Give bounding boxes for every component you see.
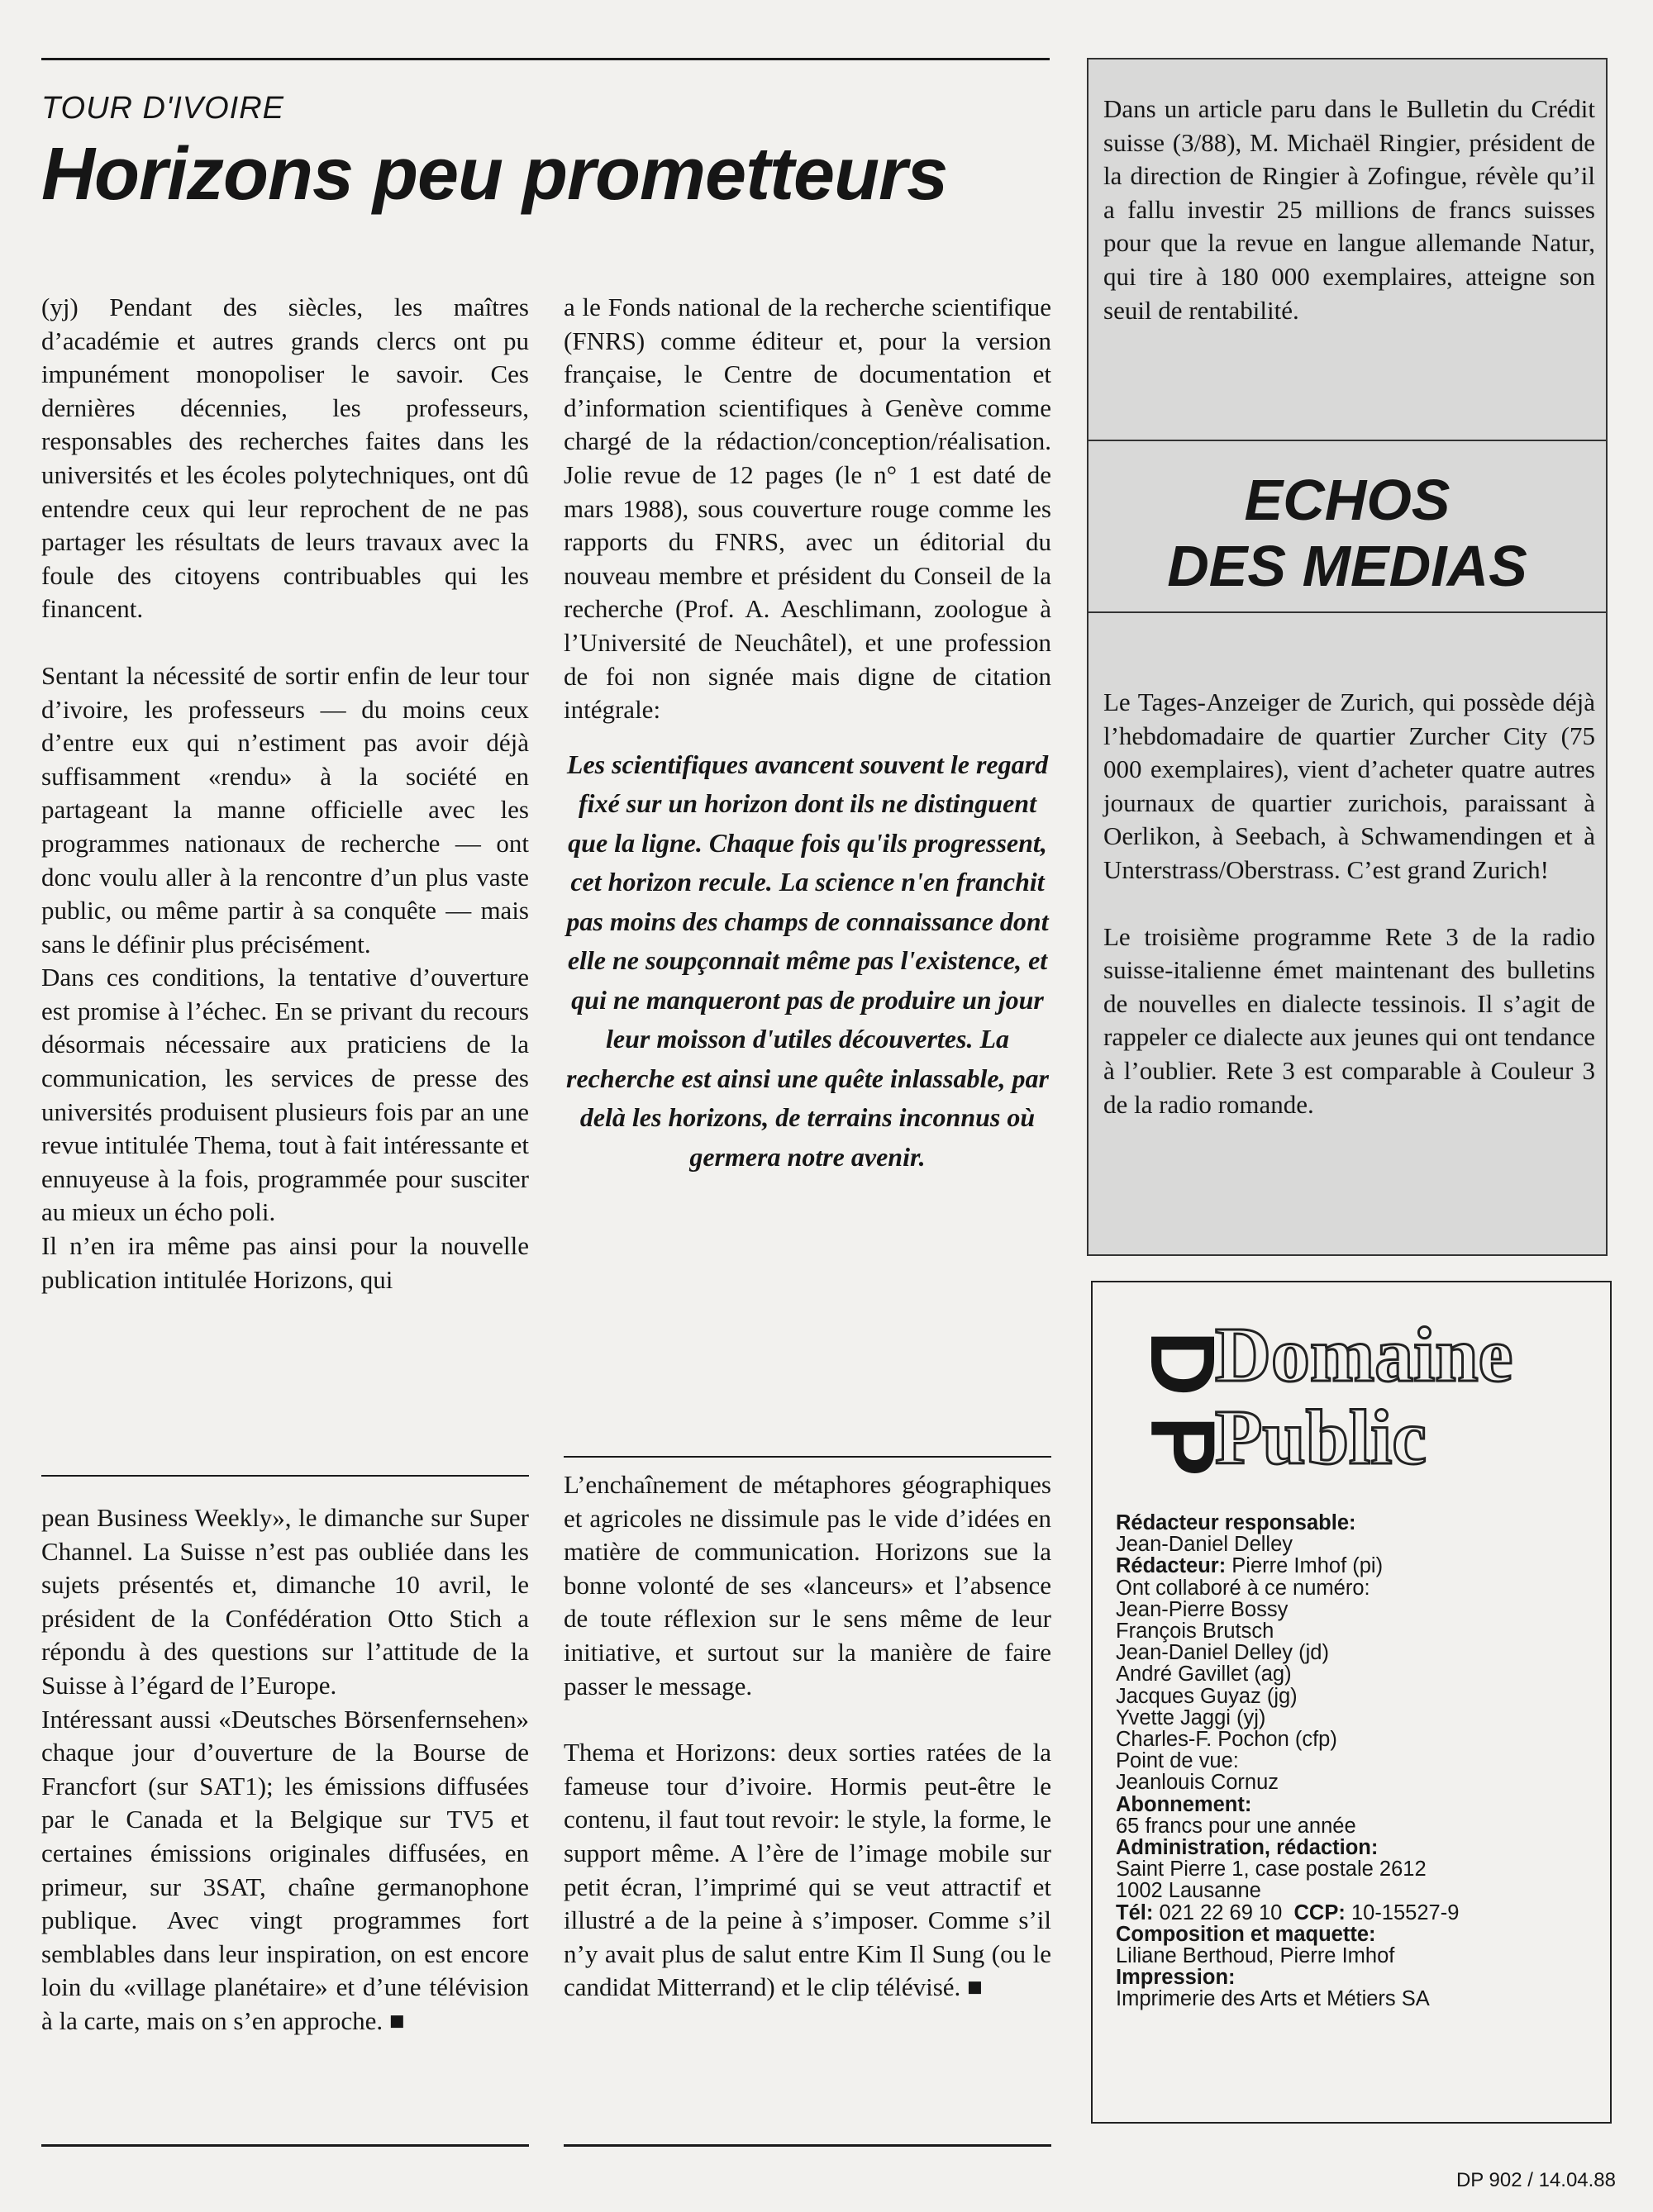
article-kicker: TOUR D'IVOIRE xyxy=(41,91,285,126)
impression: Imprimerie des Arts et Métiers SA xyxy=(1116,1987,1430,2011)
article-paragraph: pean Business Weekly», le dimanche sur Super Channel. La Suisse n’est pas oubliée dans les sujets présentés et, dimanche 10 avril, le président de la Confédération Otto Stich a répondu à des questions sur l’attitude de la Suisse à l’égard de l’Europe. xyxy=(41,1503,529,1700)
collaborateur: Jean-Pierre Bossy xyxy=(1116,1597,1289,1621)
composition: Liliane Berthoud, Pierre Imhof xyxy=(1116,1944,1395,1968)
dp-logo xyxy=(1131,1322,1233,1487)
article-title: Horizons peu prometteurs xyxy=(41,133,948,216)
issue-footer: DP 902 / 14.04.88 xyxy=(1455,2169,1616,2191)
redacteur-responsable: Jean-Daniel Delley xyxy=(1116,1533,1293,1557)
article-column-2 xyxy=(564,291,1051,1177)
collaborateur: François Brutsch xyxy=(1116,1620,1274,1644)
sidebar-separator xyxy=(1089,440,1606,441)
article-paragraph: a le Fonds national de la recherche scientifique (FNRS) comme éditeur et, pour la version française, le Centre de documentation et d’information scientifiques à Genève comme chargé de la rédaction/conception/réalisation. Jolie revue de 12 pages (le n° 1 est daté de mars 1988), sous couverture rouge comme les rapports du FNRS, avec un éditorial du nouveau membre et président du Conseil de la recherche (Prof. A. Aeschlimann, zoologue à l’Université de Neuchâtel), et une profession de foi non signée mais digne de citation intégrale: xyxy=(564,293,1051,725)
collaborateur: Jean-Daniel Delley (jd) xyxy=(1116,1641,1329,1665)
article-paragraph: Thema et Horizons: deux sorties ratées de la fameuse tour d’ivoire. Hormis peut-être le contenu, il faut tout revoir: le style, la forme, le support même. A l’ère de l’image mobile sur petit écran, l’imprimé qui se veut attractif et illustré a de la peine à s’imposer. Comme s’il n’y avait plus de salut entre Kim Il Sung (ou le candidat Mitterrand) et le clip télévisé. ■ xyxy=(564,1738,1051,2002)
sidebar-section-title xyxy=(1089,467,1606,599)
administration-label: Administration, rédaction: xyxy=(1116,1836,1379,1860)
sidebar-intro xyxy=(1103,93,1595,327)
redacteur: Pierre Imhof (pi) xyxy=(1231,1554,1384,1578)
brand-line-1: Domaine xyxy=(1215,1312,1513,1398)
tel: 021 22 69 10 xyxy=(1159,1900,1283,1924)
collaborateur: Charles-F. Pochon (cfp) xyxy=(1116,1728,1337,1752)
section-title-line-1: ECHOS xyxy=(1244,468,1451,532)
redacteur-label: Rédacteur: xyxy=(1116,1554,1227,1578)
article-paragraph: Sentant la nécessité de sortir enfin de leur tour d’ivoire, les professeurs — du moins ceux d’entre eux qui n’estiment pas avoir déjà suffisamment «rendu» à la société en partageant la manne officielle avec les programmes nationaux de recherche — ont donc voulu aller à la rencontre d’un plus vaste public, ou même partir à sa conquête — mais sans le définir plus précisément. xyxy=(41,660,529,959)
collaborateurs-label: Ont collaboré à ce numéro: xyxy=(1116,1576,1370,1600)
sidebar-separator xyxy=(1089,611,1606,613)
bottom-rule-left xyxy=(41,2144,529,2147)
sidebar-news xyxy=(1103,686,1595,1121)
article-paragraph: L’enchaînement de métaphores géographiques et agricoles ne dissimule pas le vide d’idées en matière de communication. Horizons sue la bonne volonté de ses «lanceurs» et l’absence de toute réflexion sur le sens même de leur initiative, et surtout sur la manière de faire passer le message. xyxy=(564,1470,1051,1701)
article-paragraph: Intéressant aussi «Deutsches Börsenfernsehen» chaque jour d’ouverture de la Bourse de Francfort (sur SAT1); les émissions diffusées par le Canada et la Belgique sur TV5 et certaines émissions originales diffusées, en primeur, sur 3SAT, chaîne germanophone publique. Avec vingt programmes fort semblables dans leur inspiration, on est encore loin du «village planétaire» et d’une télévision à la carte, mais on s’en approche. ■ xyxy=(41,1704,529,2035)
point-de-vue: Jeanlouis Cornuz xyxy=(1116,1771,1279,1795)
bottom-rule-right xyxy=(564,2144,1051,2147)
article-paragraph: (yj) Pendant des siècles, les maîtres d’académie et autres grands clercs ont pu impunément monopoliser le savoir. Ces dernières décennies, les professeurs, responsables des recherches faites dans les universités et les écoles polytechniques, ont dû entendre ceux qui leur reprochent de ne pas partager les résultats de leurs travaux avec la foule des citoyens contribuables qui les financent. xyxy=(41,293,529,624)
dp-logo-letter-d: D xyxy=(1131,1330,1233,1396)
article-paragraph: Il n’en ira même pas ainsi pour la nouvelle publication intitulée Horizons, qui xyxy=(41,1231,529,1294)
column-divider-rule xyxy=(564,1456,1051,1458)
abonnement: 65 francs pour une année xyxy=(1116,1814,1356,1838)
collaborateur: Yvette Jaggi (yj) xyxy=(1116,1705,1266,1729)
address-line: Saint Pierre 1, case postale 2612 xyxy=(1116,1858,1427,1881)
pull-quote: Les scientifiques avancent souvent le regard fixé sur un horizon dont ils ne distinguent que la ligne. Chaque fois qu'ils progressent, cet horizon recule. La science n'en franchit pas moins des champs de connaissance dont elle ne soupçonnait même pas l'existence, et qui ne manqueront pas de produire un jour leur moisson d'utiles découvertes. La recherche est ainsi une quête inlassable, par delà les horizons, de terrains inconnus où germera notre avenir. xyxy=(565,749,1049,1172)
ccp: 10-15527-9 xyxy=(1351,1900,1460,1924)
brand-line-2: Public xyxy=(1215,1395,1427,1481)
collaborateur: André Gavillet (ag) xyxy=(1116,1663,1292,1686)
redacteur-responsable-label: Rédacteur responsable: xyxy=(1116,1511,1356,1534)
impression-label: Impression: xyxy=(1116,1966,1236,1990)
section-title-line-2: DES MEDIAS xyxy=(1167,534,1527,598)
abonnement-label: Abonnement: xyxy=(1116,1792,1252,1816)
article-paragraph: Dans ces conditions, la tentative d’ouverture est promise à l’échec. En se privant du recours désormais nécessaire aux praticiens de la communication, les services de presse des universités produisent plusieurs fois par an une revue intitulée Thema, tout à fait intéressante et ennuyeuse à la fois, programmée pour susciter au mieux un écho poli. xyxy=(41,963,529,1227)
tel-label: Tél: xyxy=(1116,1900,1154,1924)
ccp-label: CCP: xyxy=(1293,1900,1346,1924)
collaborateur: Jacques Guyaz (jg) xyxy=(1116,1684,1298,1708)
sidebar-news-item: Le troisième programme Rete 3 de la radio suisse-italienne émet maintenant des bulletins de nouvelles en dialecte tessinois. Il s’agit de rappeler ce dialecte aux jeunes qui ont tendance à l’oublier. Rete 3 est comparable à Couleur 3 de la radio romande. xyxy=(1103,921,1595,1119)
dp-logo-letter-p: P xyxy=(1131,1415,1233,1477)
sidebar-intro-text: Dans un article paru dans le Bulletin du Crédit suisse (3/88), M. Michaël Ringier, président de la direction de Ringier à Zofingue, révèle qu’il a fallu investir 25 millions de francs suisses pour que la revue en langue allemande Natur, qui tire à 180 000 exemplaires, atteigne son seuil de rentabilité. xyxy=(1103,94,1595,325)
article-column-2-continued xyxy=(564,1468,1051,2005)
article-column-1-continued xyxy=(41,1501,529,2038)
sidebar-news-item: Le Tages-Anzeiger de Zurich, qui possède déjà l’hebdomadaire de quartier Zurcher City (75 000 exemplaires), vient d’acheter quatre autres journaux de quartier zurichois, paraissant à Oerlikon, à Seebach, à Schwamendingen et à Unterstrass/Oberstrass. C’est grand Zurich! xyxy=(1103,687,1595,884)
composition-label: Composition et maquette: xyxy=(1116,1922,1376,1946)
top-rule xyxy=(41,58,1050,60)
point-de-vue-label: Point de vue: xyxy=(1116,1749,1239,1773)
column-divider-rule xyxy=(41,1475,529,1477)
article-column-1 xyxy=(41,291,529,1296)
address-line: 1002 Lausanne xyxy=(1116,1879,1261,1903)
colophon-credits xyxy=(1116,1512,1595,2010)
